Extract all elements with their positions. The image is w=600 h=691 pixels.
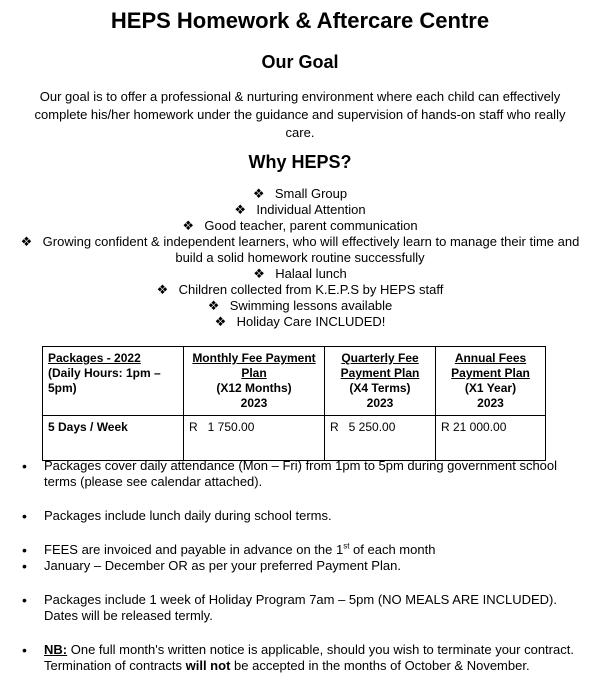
diamond-bullet-icon: ❖ — [253, 266, 265, 281]
page-title: HEPS Homework & Aftercare Centre — [110, 8, 490, 33]
why-heading: Why HEPS? — [248, 152, 352, 172]
why-item: ❖ Holiday Care INCLUDED! — [214, 314, 386, 329]
bullet-icon: • — [22, 542, 27, 558]
note-item: • Packages include 1 week of Holiday Program 7am – 5pm (NO MEALS ARE INCLUDED). Dates will be released termly. — [22, 592, 557, 623]
monthly-fee-cell: R 1 750.00 — [184, 416, 325, 461]
note-item: • Packages cover daily attendance (Mon – Fri) from 1pm to 5pm during government school terms (please see calendar attached). — [22, 458, 558, 489]
note-item: • January – December OR as per your preferred Payment Plan. — [22, 558, 401, 574]
annual-fee-cell: R 21 000.00 — [436, 416, 546, 461]
note-item: • FEES are invoiced and payable in advance on the 1st of each month — [22, 541, 436, 558]
quarterly-fee-cell: R 5 250.00 — [325, 416, 436, 461]
nb-label: NB: — [44, 642, 68, 657]
why-item: ❖ Halaal lunch — [253, 266, 347, 281]
diamond-bullet-icon: ❖ — [214, 314, 227, 329]
diamond-bullet-icon: ❖ — [156, 282, 169, 297]
monthly-header-cell: Monthly Fee Payment Plan (X12 Months) 2023 — [184, 347, 325, 416]
packages-table — [42, 346, 546, 461]
package-label-cell: 5 Days / Week — [43, 416, 184, 461]
quarterly-header-cell: Quarterly Fee Payment Plan (X4 Terms) 2023 — [325, 347, 436, 416]
table-header-row — [43, 347, 546, 416]
goal-heading: Our Goal — [261, 52, 339, 72]
note-item: • NB: One full month's written notice is applicable, should you wish to terminate your contract. Termination of contracts will not be accepted in the months of October & November. — [22, 642, 574, 673]
notes-list — [20, 458, 588, 674]
annual-header-cell: Annual Fees Payment Plan (X1 Year) 2023 — [436, 347, 546, 416]
why-list — [14, 186, 586, 330]
bullet-icon: • — [22, 458, 27, 474]
why-item: ❖ Growing confident & independent learners, who will effectively learn to manage their time and build a solid homework routine successfully — [20, 234, 580, 265]
diamond-bullet-icon: ❖ — [252, 186, 265, 201]
why-item: ❖ Children collected from K.E.P.S by HEPS staff — [156, 282, 444, 297]
why-item: ❖ Swimming lessons available — [207, 298, 393, 313]
bullet-icon: • — [22, 558, 27, 574]
diamond-bullet-icon: ❖ — [182, 218, 195, 233]
bullet-icon: • — [22, 592, 27, 608]
diamond-bullet-icon: ❖ — [207, 298, 220, 313]
note-item: • Packages include lunch daily during school terms. — [22, 508, 332, 524]
packages-header-cell: Packages - 2022 (Daily Hours: 1pm – 5pm) — [43, 347, 184, 416]
diamond-bullet-icon: ❖ — [234, 202, 247, 217]
why-item: ❖ Good teacher, parent communication — [182, 218, 418, 233]
why-item: ❖ Individual Attention — [234, 202, 366, 217]
table-row — [43, 416, 546, 461]
goal-text: Our goal is to offer a professional & nurturing environment where each child can effectively complete his/her homework under the guidance and supervision of hands-on staff who really care. — [34, 89, 566, 140]
why-item: ❖ Small Group — [252, 186, 348, 201]
bullet-icon: • — [22, 508, 27, 524]
diamond-bullet-icon: ❖ — [20, 234, 33, 249]
bullet-icon: • — [22, 642, 27, 658]
